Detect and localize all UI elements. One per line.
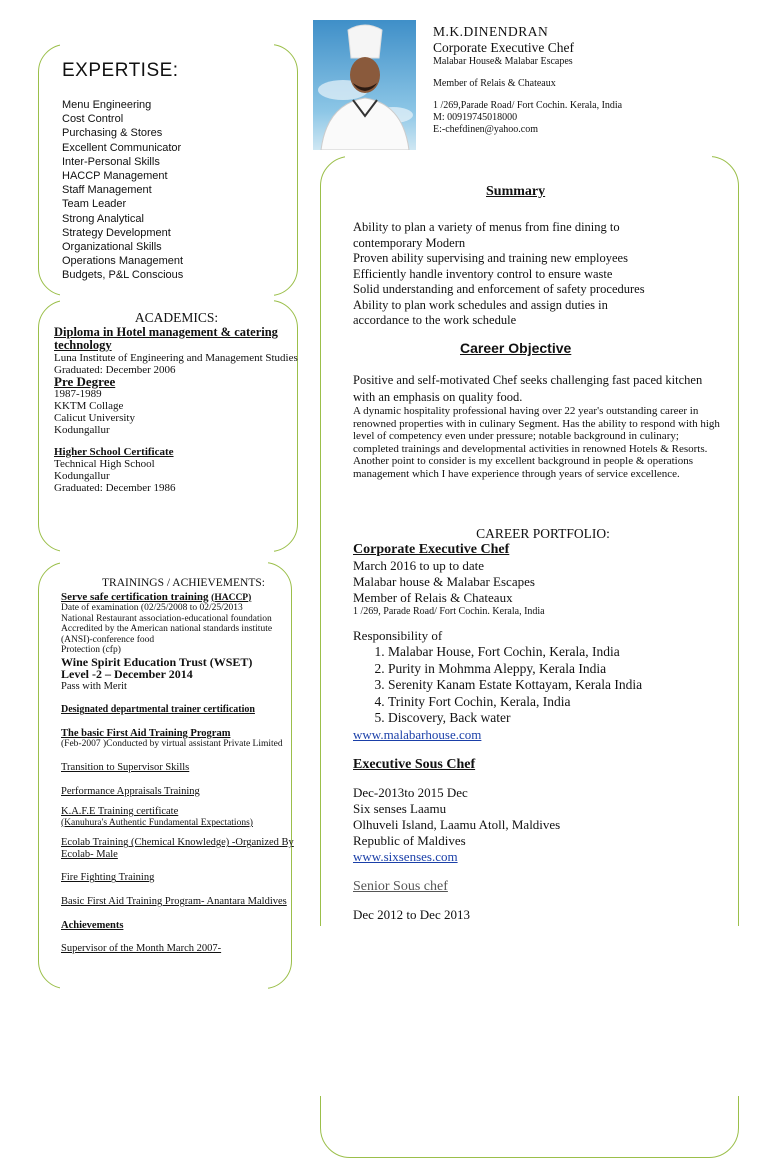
job-company: Malabar house & Malabar Escapes: [353, 574, 535, 589]
list-item: 1. Malabar House, Fort Cochin, Kerala, India: [388, 644, 733, 661]
pre-degree-university: Calicut University: [54, 412, 135, 424]
job-address: 1 /269, Parade Road/ Fort Cochin. Kerala, India: [353, 606, 545, 617]
list-item: Budgets, P&L Conscious: [62, 269, 184, 282]
list-item: Strategy Development: [62, 226, 171, 239]
property-list: [353, 644, 733, 727]
pre-degree-years: 1987-1989: [54, 388, 102, 400]
list-item: Inter-Personal Skills: [62, 155, 160, 168]
ecolab-training: Ecolab Training (Chemical Knowledge) -Organized By Ecolab- Male: [61, 837, 294, 860]
wset-pass: Pass with Merit: [61, 680, 127, 692]
designated-trainer: Designated departmental trainer certification: [61, 704, 255, 716]
list-item: Cost Control: [62, 113, 124, 126]
job-dates: March 2016 to up to date: [353, 558, 485, 573]
job-title: Executive Sous Chef: [353, 756, 476, 772]
summary-line: Solid understanding and enforcement of safety procedures: [353, 282, 645, 296]
objective-body: A dynamic hospitality professional having over 22 year's outstanding career in renowned properties with in culinary Segment. Has the ability to respond with high level of competency even under pressure; notable background in culinary; completed trainings and developmental activities in renowned Hotels & Resorts. Another point to consider is my excellent background in people & operations management which I have experience through years of service excellence.: [353, 405, 720, 480]
summary-list: [353, 220, 723, 329]
job-title: Corporate Executive Chef: [353, 542, 510, 557]
expertise-title: EXPERTISE:: [62, 60, 179, 81]
objective-statement: Positive and self-motivated Chef seeks challenging fast paced kitchen with an emphasis on quality food.: [353, 373, 703, 404]
list-item: Menu Engineering: [62, 99, 152, 111]
appraisals-training: Performance Appraisals Training: [61, 785, 200, 797]
wset-title: Wine Spirit Education Trust (WSET): [61, 654, 253, 669]
malabarhouse-link[interactable]: www.malabarhouse.com: [353, 726, 482, 742]
summary-line: Ability to plan work schedules and assign duties in: [353, 297, 608, 312]
transition-training: Transition to Supervisor Skills: [61, 761, 190, 773]
serve-safe-tag: (HACCP): [211, 592, 252, 603]
serve-safe-line: (ANSI)-conference food: [61, 634, 155, 645]
serve-safe-line: Accredited by the American national standards institute: [61, 624, 273, 635]
sixsenses-link[interactable]: www.sixsenses.com: [353, 848, 458, 864]
hs-school: Technical High School: [54, 458, 155, 470]
anantara-first-aid: Basic First Aid Training Program- Anantara Maldives: [61, 896, 287, 908]
job-dates: Dec 2012 to Dec 2013: [353, 906, 470, 922]
first-aid-title: The basic First Aid Training Program: [61, 727, 231, 739]
list-item: Strong Analytical: [62, 212, 144, 225]
list-item: 2. Purity in Mohmma Aleppy, Kerala India: [388, 661, 733, 678]
list-item: HACCP Management: [62, 170, 168, 183]
serve-safe-title: Serve safe certification training: [61, 590, 209, 603]
email: E:-chefdinen@yahoo.com: [433, 124, 539, 135]
summary-line: accordance to the work schedule: [353, 313, 517, 327]
list-item: Operations Management: [62, 255, 184, 268]
candidate-name: M.K.DINENDRAN: [433, 24, 549, 39]
job-location: Olhuveli Island, Laamu Atoll, Maldives: [353, 816, 561, 832]
contact-header: [433, 24, 763, 136]
kafe-detail: (Kanuhura's Authentic Fundamental Expectations): [61, 817, 253, 828]
expertise-list: [62, 98, 282, 286]
first-aid-detail: (Feb-2007 )Conducted by virtual assistant Private Limited: [61, 739, 283, 750]
pre-degree-college: KKTM Collage: [54, 400, 124, 412]
wset-level: Level -2 – December 2014: [61, 667, 193, 682]
pre-degree-title: Pre Degree: [54, 374, 116, 389]
job-title: Senior Sous chef: [353, 878, 448, 894]
job-membership: Member of Relais & Chateaux: [353, 590, 513, 605]
mobile: M: 00919745018000: [433, 112, 518, 123]
list-item: 5. Discovery, Back water: [388, 710, 733, 727]
list-item: Staff Management: [62, 184, 152, 197]
job-country: Republic of Maldives: [353, 832, 466, 848]
summary-line: Proven ability supervising and training new employees: [353, 251, 628, 265]
supervisor-of-month: Supervisor of the Month March 2007-: [61, 943, 222, 955]
list-item: Organizational Skills: [62, 241, 162, 254]
diploma-title: Diploma in Hotel management & catering technology: [54, 325, 278, 352]
hs-title: Higher School Certificate: [54, 446, 174, 458]
trainings-section: [61, 578, 306, 983]
hs-graduated: Graduated: December 1986: [54, 482, 176, 494]
serve-safe-line: Protection (cfp): [61, 645, 121, 656]
portfolio-title: CAREER PORTFOLIO:: [476, 526, 610, 541]
achievements-title: Achievements: [61, 919, 124, 931]
summary-line: Ability to plan a variety of menus from fine dining to: [353, 220, 620, 234]
career-objective-title: Career Objective: [460, 340, 572, 356]
summary-title: Summary: [486, 184, 546, 199]
list-item: Purchasing & Stores: [62, 127, 163, 140]
academics-section: [54, 312, 299, 494]
summary-line: contemporary Modern: [353, 235, 466, 250]
candidate-title: Corporate Executive Chef: [433, 40, 574, 55]
current-company: Malabar House& Malabar Escapes: [433, 56, 573, 67]
academics-title: ACADEMICS:: [134, 310, 219, 325]
list-item: Excellent Communicator: [62, 141, 182, 154]
diploma-institute: Luna Institute of Engineering and Management Studies: [54, 352, 298, 364]
list-item: 3. Serenity Kanam Estate Kottayam, Kerala India: [388, 677, 733, 694]
summary-line: Efficiently handle inventory control to ensure waste: [353, 266, 613, 281]
job-responsibility: Responsibility of: [353, 628, 443, 643]
job-company: Six senses Laamu: [353, 800, 447, 816]
trainings-title: TRAININGS / ACHIEVEMENTS:: [102, 578, 265, 589]
hs-place: Kodungallur: [54, 470, 110, 482]
pre-degree-place: Kodungallur: [54, 424, 110, 436]
serve-safe-line: National Restaurant association-educational foundation: [61, 613, 272, 624]
diploma-graduated: Graduated: December 2006: [54, 364, 176, 376]
address: 1 /269,Parade Road/ Fort Cochin. Kerala, India: [433, 100, 623, 111]
kafe-title: K.A.F.E Training certificate: [61, 806, 179, 818]
job-dates: Dec-2013to 2015 Dec: [353, 784, 468, 800]
list-item: Team Leader: [62, 198, 127, 211]
membership: Member of Relais & Chateaux: [433, 78, 556, 89]
serve-safe-date: Date of examination (02/25/2008 to 02/25/2013: [61, 603, 243, 614]
career-portfolio: [353, 526, 733, 926]
fire-fighting-training: Fire Fighting Training: [61, 872, 155, 884]
profile-photo: [313, 20, 416, 150]
list-item: 4. Trinity Fort Cochin, Kerala, India: [388, 694, 733, 711]
